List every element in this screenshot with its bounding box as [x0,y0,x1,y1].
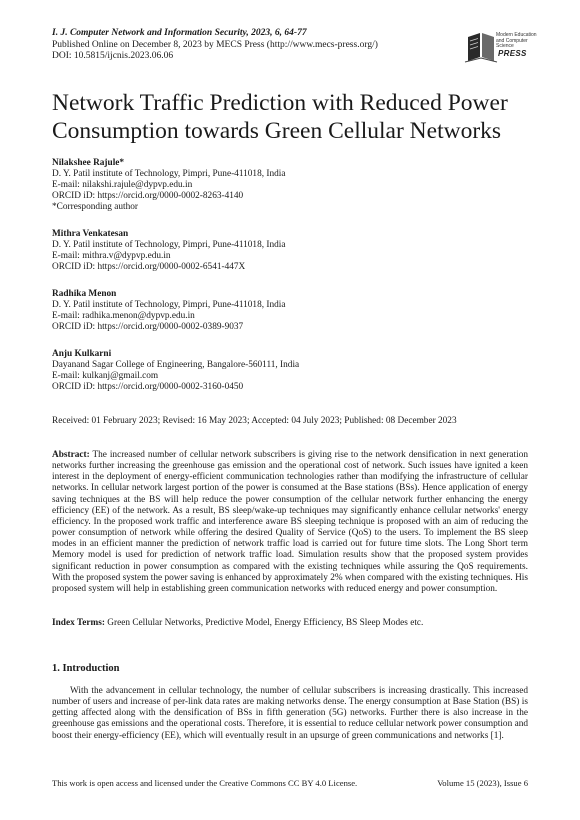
introduction-paragraph: With the advancement in cellular technology, the number of cellular subscribers is increasing drastically. This increased number of users and increase of per-link data rates are making networks dense. The energy consumption at Base Station (BS) is getting affected along with the densification of BSs in fifth generation (5G) networks. Further there is also increase in the greenhouse gas emissions and the operational costs. Therefore, it is essential to reduce cellular network power consumption and boost their energy-efficiency (EE), which will eventually result in an upsurge of green communications and networks [1]. [52,686,528,741]
paper-title: Network Traffic Prediction with Reduced Power Consumption towards Green Cellular Networks [52,90,508,144]
published-line: Published Online on December 8, 2023 by MECS Press (http://www.mecs-press.org/) [52,39,378,50]
author-block [52,349,522,393]
publication-dates: Received: 01 February 2023; Revised: 16 May 2023; Accepted: 04 July 2023; Published: 08 December 2023 [52,416,457,426]
author-name: Radhika Menon [52,289,117,299]
logo-press: PRESS [498,49,527,58]
index-terms-text: Green Cellular Networks, Predictive Model, Energy Efficiency, BS Sleep Modes etc. [107,618,424,628]
license-footer: This work is open access and licensed under the Creative Commons CC BY 4.0 License. [52,778,358,788]
author-name: Mithra Venkatesan [52,229,129,239]
journal-title: I. J. Computer Network and Information Security, 2023, 6, 64-77 [52,28,307,38]
section-heading: 1. Introduction [52,663,120,674]
abstract-label: Abstract: [52,450,90,460]
author-email[interactable]: E-mail: mithra.v@dypvp.edu.in [52,251,171,262]
author-orcid[interactable]: ORCID iD: https://orcid.org/0000-0002-8263-4140 [52,191,244,202]
author-email[interactable]: E-mail: kulkanj@gmail.com [52,371,159,382]
author-email[interactable]: E-mail: nilakshi.rajule@dypvp.edu.in [52,180,193,191]
author-affiliation: D. Y. Patil institute of Technology, Pimpri, Pune-411018, India [52,240,286,251]
author-affiliation: Dayanand Sagar College of Engineering, Bangalore-560111, India [52,360,300,371]
author-orcid[interactable]: ORCID iD: https://orcid.org/0000-0002-3160-0450 [52,382,244,393]
author-affiliation: D. Y. Patil institute of Technology, Pimpri, Pune-411018, India [52,300,286,311]
author-block [52,229,522,273]
mecs-press-logo [462,23,542,69]
logo-text: Modern Education and Computer Science [496,32,537,50]
corresponding-note: *Corresponding author [52,202,138,213]
author-email[interactable]: E-mail: radhika.menon@dypvp.edu.in [52,311,195,322]
volume-footer: Volume 15 (2023), Issue 6 [437,778,528,788]
author-orcid[interactable]: ORCID iD: https://orcid.org/0000-0002-0389-9037 [52,322,244,333]
author-block [52,289,522,333]
index-terms-label: Index Terms: [52,618,105,628]
author-name: Anju Kulkarni [52,349,112,359]
author-orcid[interactable]: ORCID iD: https://orcid.org/0000-0002-6541-447X [52,262,246,273]
index-terms [52,618,528,628]
abstract-text: The increased number of cellular network subscribers is giving rise to the network densification in next generation networks further increasing the greenhouse gas emission and the operational cost of network. Such issues have ignited a keen interest in the deployment of energy-efficient communication technologies rather than modifying the infrastructure of cellular networks. In cellular network largest portion of the power is consumed at the Base stations (BSs). Hence application of energy saving techniques at the BS will help reduce the power consumption of the cellular network further enhancing the energy efficiency (EE) of the network. As a result, BS sleep/wake-up techniques may significantly enhance cellular networks' energy efficiency. In the proposed work traffic and interference aware BS sleeping technique is proposed with an aim of reducing the power consumption of network while offering the desired Quality of Service (QoS) to the users. To implement the BS sleep modes in an efficient manner the prediction of network traffic load is carried out for future time slots. The Long Short term Memory model is used for prediction of network traffic load. Simulation results show that the proposed system provides significant reduction in power consumption as compared with the existing techniques while assuring the QoS requirements. With the proposed system the power saving is enhanced by approximately 2% when compared with the existing techniques. His proposed system will help in establishing green communication networks with reduced energy and power consumption. [52,450,529,594]
doi: DOI: 10.5815/ijcnis.2023.06.06 [52,51,174,62]
author-name: Nilakshee Rajule* [52,158,125,168]
book-emblem-icon [462,27,500,65]
abstract [52,450,528,595]
author-affiliation: D. Y. Patil institute of Technology, Pimpri, Pune-411018, India [52,169,286,180]
author-block [52,158,522,213]
journal-header [52,28,452,63]
